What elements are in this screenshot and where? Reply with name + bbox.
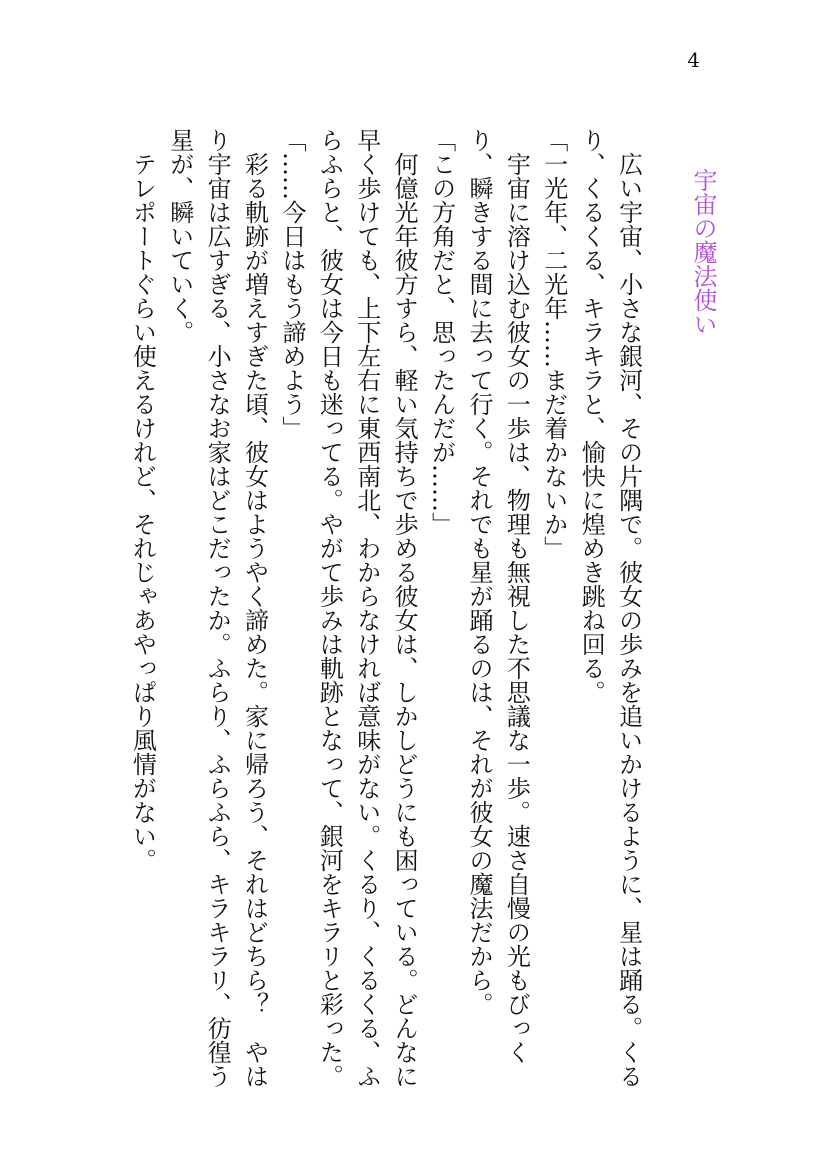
paragraph-1: 広い宇宙、小さな銀河、その片隅で。彼女の歩みを追いかけるように、星は踊る。くるり、くるくる、キラキラと、愉快に煌めき跳ね回る。 bbox=[577, 128, 643, 1088]
page-number: 4 bbox=[687, 48, 700, 72]
dialogue-2: 「この方角だと、思ったんだが……」 bbox=[427, 128, 456, 536]
dialogue-3: 「……今日はもう諦めよう」 bbox=[277, 128, 306, 440]
paragraph-5: テレポートぐらい使えるけれど、それじゃあやっぱり風情がない。 bbox=[128, 152, 157, 872]
story-body bbox=[123, 128, 721, 1108]
paragraph-4: 彩る軌跡が増えすぎた頃、彼女はようやく諦めた。家に帰ろう、それはどちら？ やはり宇宙は広すぎる、小さなお家はどこだったか。ふらり、ふらふら、キラキラリ、彷徨う星が、瞬いていく。 bbox=[165, 128, 269, 1088]
chapter-title: 宇宙の魔法使い bbox=[689, 168, 717, 336]
paragraph-3: 何億光年彼方すら、軽い気持ちで歩める彼女は、しかしどうにも困っている。どんなに早く歩けても、上下左右に東西南北、わからなければ意味がない。くるり、くるくる、ふらふらと、彼女は今日も迷ってる。やがて歩みは軌跡となって、銀河をキラリと彩った。 bbox=[315, 128, 419, 1088]
dialogue-1: 「一光年、二光年……まだ着かないか」 bbox=[539, 128, 568, 560]
paragraph-2: 宇宙に溶け込む彼女の一歩は、物理も無視した不思議な一歩。速さ自慢の光もびっくり、瞬きする間に去って行く。それでも星が踊るのは、それが彼女の魔法だから。 bbox=[464, 128, 531, 1064]
